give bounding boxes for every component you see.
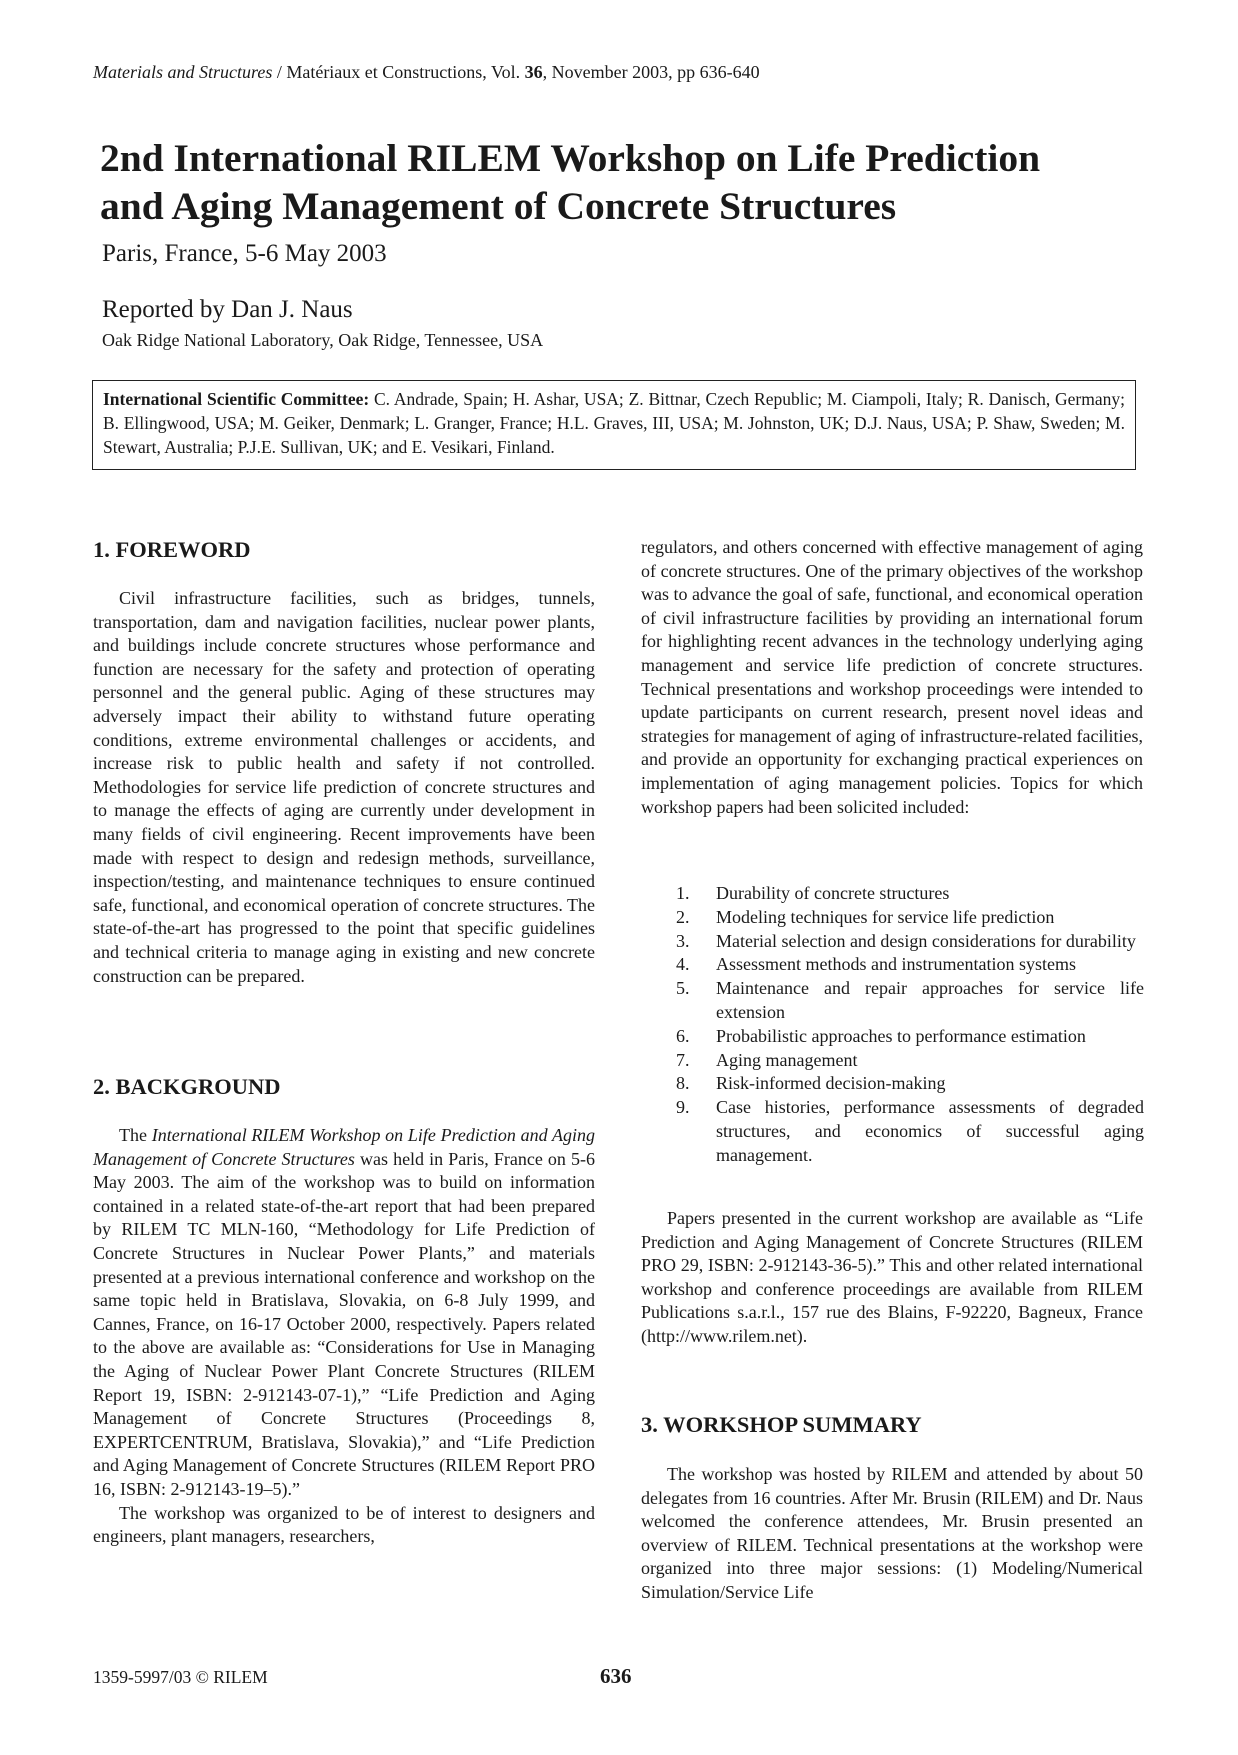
workshop-summary-paragraph: The workshop was hosted by RILEM and attended by about 50 delegates from 16 countries. After Mr. Brusin (RILEM) and Dr. Naus welcomed the conference attendees, Mr. Brusin presented an overview of RILEM. Technical presentations at the workshop were organized into three major sessions: (1) Modeling/Numerical Simulation/Service Life xyxy=(641,1464,1143,1602)
proceedings-paragraph: Papers presented in the current workshop are available as “Life Prediction and Aging Management of Concrete Structures (RILEM PRO 29, ISBN: 2-912143-36-5).” This and other related international workshop and conference proceedings are available from RILEM Publications s.a.r.l., 157 rue des Blains, F-92220, Bagneux, France (http://www.rilem.net). xyxy=(641,1208,1143,1346)
background-heading: 2. BACKGROUND xyxy=(93,1074,281,1099)
committee-box xyxy=(92,380,1136,470)
topic-text: Maintenance and repair approaches for service life extension xyxy=(716,978,1144,1022)
foreword-heading: 1. FOREWORD xyxy=(93,537,251,562)
right-column-paragraph-1: regulators, and others concerned with effective management of aging of concrete structures. One of the primary objectives of the workshop was to advance the goal of safe, functional, and economical operation of civil infrastructure facilities by providing an international forum for highlighting recent advances in the technology underlying aging management and service life prediction of concrete structures. Technical presentations and workshop proceedings were intended to update participants on current research, present novel ideas and strategies for management of aging of infrastructure-related facilities, and provide an opportunity for exchanging practical experiences on implementation of aging management policies. Topics for which workshop papers had been solicited included: xyxy=(641,537,1143,817)
background-paragraph-2: The workshop was organized to be of interest to designers and engineers, plant managers, researchers, xyxy=(93,1502,595,1547)
topic-text: Assessment methods and instrumentation systems xyxy=(716,954,1076,975)
topics-list xyxy=(670,882,1144,1168)
background-paragraph-1 xyxy=(93,1124,595,1502)
journal-citation xyxy=(93,62,760,83)
topic-list-item xyxy=(670,1096,1144,1167)
right-column-intro xyxy=(641,536,1143,819)
topic-number: 6. xyxy=(676,1025,690,1046)
workshop-summary-body xyxy=(641,1463,1143,1605)
event-place-date: Paris, France, 5-6 May 2003 xyxy=(102,240,387,267)
topic-number: 2. xyxy=(676,906,690,927)
topic-text: Case histories, performance assessments of degraded structures, and economics of successful aging management. xyxy=(716,1097,1144,1165)
paper-title-line-2: and Aging Management of Concrete Structures xyxy=(100,184,897,228)
topic-text: Durability of concrete structures xyxy=(716,883,950,903)
topic-number: 4. xyxy=(676,954,690,975)
topic-text: Risk-informed decision-making xyxy=(716,1073,946,1094)
background-body xyxy=(93,1124,595,1549)
topic-text: Material selection and design considerations for durability xyxy=(716,930,1136,951)
workshop-title-italic: International RILEM Workshop on Life Prediction and Aging Management of Concrete Structures xyxy=(93,1125,596,1169)
workshop-summary-heading: 3. WORKSHOP SUMMARY xyxy=(641,1412,922,1437)
journal-issue-pages: , November 2003, pp 636-640 xyxy=(542,62,760,82)
paper-title-line-1: 2nd International RILEM Workshop on Life Prediction xyxy=(100,136,1041,180)
background-p1-pre: The xyxy=(119,1125,152,1145)
topic-list-item xyxy=(670,1072,1144,1096)
topic-number: 9. xyxy=(676,1097,690,1118)
committee-label: International Scientific Committee: xyxy=(103,389,370,409)
author-line: Reported by Dan J. Naus xyxy=(102,296,353,323)
footer-issn: 1359-5997/03 © RILEM xyxy=(93,1667,268,1687)
journal-volume: 36 xyxy=(524,62,543,82)
committee-members: C. Andrade, Spain; H. Ashar, USA; Z. Bittnar, Czech Republic; M. Ciampoli, Italy; R. Danisch, Germany; B. Ellingwood, USA; M. Geiker, Denmark; L. Granger, France; H.L. Graves, III, USA; M. Johnston, UK; D.J. Naus, USA; P. Shaw, Sweden; M. Stewart, Australia; P.J.E. Sullivan, UK; and E. Vesikari, Finland. xyxy=(103,389,1125,457)
journal-name: Materials and Structures xyxy=(93,62,273,82)
background-p1-post: was held in Paris, France on 5-6 May 2003. The aim of the workshop was to build on information contained in a related state-of-the-art report that had been prepared by RILEM TC MLN-160, “Methodology for Life Prediction of Concrete Structures in Nuclear Power Plants,” and materials presented at a previous international conference and workshop on the same topic held in Bratislava, Slovakia, on 6-8 July 1999, and Cannes, France, on 16-17 October 2000, respectively. Papers related to the above are available as: “Considerations for Use in Managing the Aging of Nuclear Power Plant Concrete Structures (RILEM Report 19, ISBN: 2-912143-07-1),” “Life Prediction and Aging Management of Concrete Structures (Proceedings 8, EXPERTCENTRUM, Bratislava, Slovakia),” and “Life Prediction and Aging Management of Concrete Structures (RILEM Report PRO 16, ISBN: 2-912143-19–5).” xyxy=(93,1148,595,1499)
topic-number: 1. xyxy=(676,883,690,903)
paper-title xyxy=(100,134,1160,230)
topic-text: Modeling techniques for service life prediction xyxy=(716,906,1055,927)
topic-number: 3. xyxy=(676,930,690,951)
topic-list-item xyxy=(670,906,1144,930)
topic-list-item xyxy=(670,882,1144,906)
journal-subtitle: / Matériaux et Constructions, Vol. xyxy=(272,62,525,82)
topic-text: Probabilistic approaches to performance estimation xyxy=(716,1025,1086,1046)
foreword-body xyxy=(93,587,595,988)
topic-list-item xyxy=(670,930,1144,954)
proceedings-body xyxy=(641,1207,1143,1349)
page-number: 636 xyxy=(600,1664,632,1688)
topic-number: 8. xyxy=(676,1073,690,1094)
author-affiliation: Oak Ridge National Laboratory, Oak Ridge, Tennessee, USA xyxy=(102,330,544,350)
topic-list-item xyxy=(670,953,1144,977)
foreword-paragraph: Civil infrastructure facilities, such as bridges, tunnels, transportation, dam and navigation facilities, nuclear power plants, and buildings include concrete structures whose performance and function are necessary for the safety and protection of operating personnel and the general public. Aging of these structures may adversely impact their ability to withstand future operating conditions, extreme environmental challenges or accidents, and increase risk to public health and safety if not controlled. Methodologies for service life prediction of concrete structures and to manage the effects of aging are currently under development in many fields of civil engineering. Recent improvements have been made with respect to design and redesign methods, surveillance, inspection/testing, and maintenance techniques to ensure continued safe, functional, and economical operation of concrete structures. The state-of-the-art has progressed to the point that specific guidelines and technical criteria to manage aging in existing and new concrete construction can be prepared. xyxy=(93,588,595,986)
topic-number: 7. xyxy=(676,1049,690,1070)
topic-text: Aging management xyxy=(716,1049,858,1070)
topic-list-item xyxy=(670,1049,1144,1073)
topic-number: 5. xyxy=(676,978,690,999)
topic-list-item xyxy=(670,1025,1144,1049)
topic-list-item xyxy=(670,977,1144,1025)
